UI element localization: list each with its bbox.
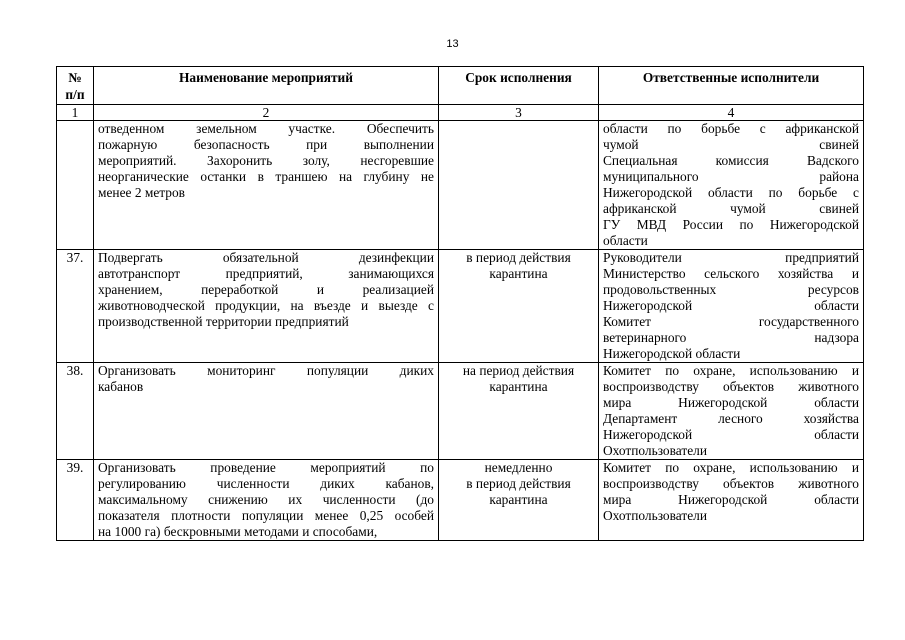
deadline-text-line: карантина	[489, 266, 548, 281]
responsible-cell	[599, 460, 864, 541]
header-deadline: Срок исполнения	[439, 67, 599, 105]
column-number-1: 1	[57, 105, 94, 121]
row-number: 37.	[57, 250, 94, 363]
responsible-text-line: муниципального района	[603, 169, 859, 184]
deadline-text-line: карантина	[489, 492, 548, 507]
table-header-row	[57, 67, 864, 105]
event-text-line: менее 2 метров	[98, 185, 186, 200]
event-text-line: на 1000 га) бескровными методами и способами,	[98, 524, 378, 539]
event-text-line: Организовать мониторинг популяции диких	[98, 363, 434, 378]
table-row	[57, 363, 864, 460]
event-text-line: животноводческой продукции, на въезде и выезде с	[98, 298, 434, 313]
deadline-cell	[439, 121, 599, 250]
table-row	[57, 250, 864, 363]
responsible-text-line: Руководители предприятий	[603, 250, 859, 265]
responsible-text-line: Нижегородской области по борьбе с	[603, 185, 859, 200]
responsible-text-line: продовольственных ресурсов	[603, 282, 859, 297]
responsible-text-line: Нижегородской области	[603, 346, 741, 361]
row-number: 39.	[57, 460, 94, 541]
event-text-line: производственной территории предприятий	[98, 314, 349, 329]
responsible-text-line: области	[603, 233, 648, 248]
responsible-text-line: области по борьбе с африканской	[603, 121, 859, 136]
responsible-text-line: Департамент лесного хозяйства	[603, 411, 859, 426]
deadline-text-line: немедленно	[484, 460, 553, 475]
deadline-text-line: в период действия	[466, 476, 571, 491]
responsible-cell	[599, 121, 864, 250]
responsible-text-line: воспроизводству объектов животного	[603, 476, 859, 491]
responsible-text-line: Нижегородской области	[603, 298, 859, 313]
responsible-cell	[599, 363, 864, 460]
responsible-text-line: Комитет по охране, использованию и	[603, 460, 859, 475]
column-number-3: 3	[439, 105, 599, 121]
header-responsible: Ответственные исполнители	[599, 67, 864, 105]
responsible-text-line: мира Нижегородской области	[603, 395, 859, 410]
deadline-cell	[439, 460, 599, 541]
responsible-text-line: Нижегородской области	[603, 427, 859, 442]
event-text-line: Организовать проведение мероприятий по	[98, 460, 434, 475]
event-cell	[94, 121, 439, 250]
deadline-text-line: в период действия	[466, 250, 571, 265]
responsible-text-line: воспроизводству объектов животного	[603, 379, 859, 394]
header-number: № п/п	[57, 67, 94, 105]
responsible-text-line: Комитет по охране, использованию и	[603, 363, 859, 378]
responsible-text-line: Охотпользователи	[603, 508, 707, 523]
responsible-text-line: мира Нижегородской области	[603, 492, 859, 507]
table-body	[57, 121, 864, 541]
deadline-text-line: карантина	[489, 379, 548, 394]
event-text-line: отведенном земельном участке. Обеспечить	[98, 121, 434, 136]
responsible-cell	[599, 250, 864, 363]
event-text-line: пожарную безопасность при выполнении	[98, 137, 434, 152]
event-text-line: неорганические останки в траншею на глубину не	[98, 169, 434, 184]
responsible-text-line: африканской чумой свиней	[603, 201, 859, 216]
row-number	[57, 121, 94, 250]
responsible-text-line: Специальная комиссия Вадского	[603, 153, 859, 168]
event-cell	[94, 363, 439, 460]
deadline-cell	[439, 363, 599, 460]
page-number: 13	[446, 38, 459, 50]
event-cell	[94, 460, 439, 541]
responsible-text-line: ГУ МВД России по Нижегородской	[603, 217, 859, 232]
event-text-line: мероприятий. Захоронить золу, несгоревшие	[98, 153, 434, 168]
table-row	[57, 460, 864, 541]
events-table	[56, 66, 864, 541]
row-number: 38.	[57, 363, 94, 460]
event-text-line: регулированию численности диких кабанов,	[98, 476, 434, 491]
event-text-line: максимальному снижению их численности (до	[98, 492, 434, 507]
column-number-4: 4	[599, 105, 864, 121]
deadline-cell	[439, 250, 599, 363]
responsible-text-line: Охотпользователи	[603, 443, 707, 458]
responsible-text-line: чумой свиней	[603, 137, 859, 152]
event-cell	[94, 250, 439, 363]
event-text-line: автотранспорт предприятий, занимающихся	[98, 266, 434, 281]
responsible-text-line: Министерство сельского хозяйства и	[603, 266, 859, 281]
responsible-text-line: Комитет государственного	[603, 314, 859, 329]
event-text-line: хранением, переработкой и реализацией	[98, 282, 434, 297]
column-number-row	[57, 105, 864, 121]
event-text-line: показателя плотности популяции менее 0,25 особей	[98, 508, 434, 523]
deadline-text-line: на период действия	[462, 363, 575, 378]
table-row	[57, 121, 864, 250]
column-number-2: 2	[94, 105, 439, 121]
event-text-line: Подвергать обязательной дезинфекции	[98, 250, 434, 265]
header-event-name: Наименование мероприятий	[94, 67, 439, 105]
event-text-line: кабанов	[98, 379, 144, 394]
responsible-text-line: ветеринарного надзора	[603, 330, 859, 345]
